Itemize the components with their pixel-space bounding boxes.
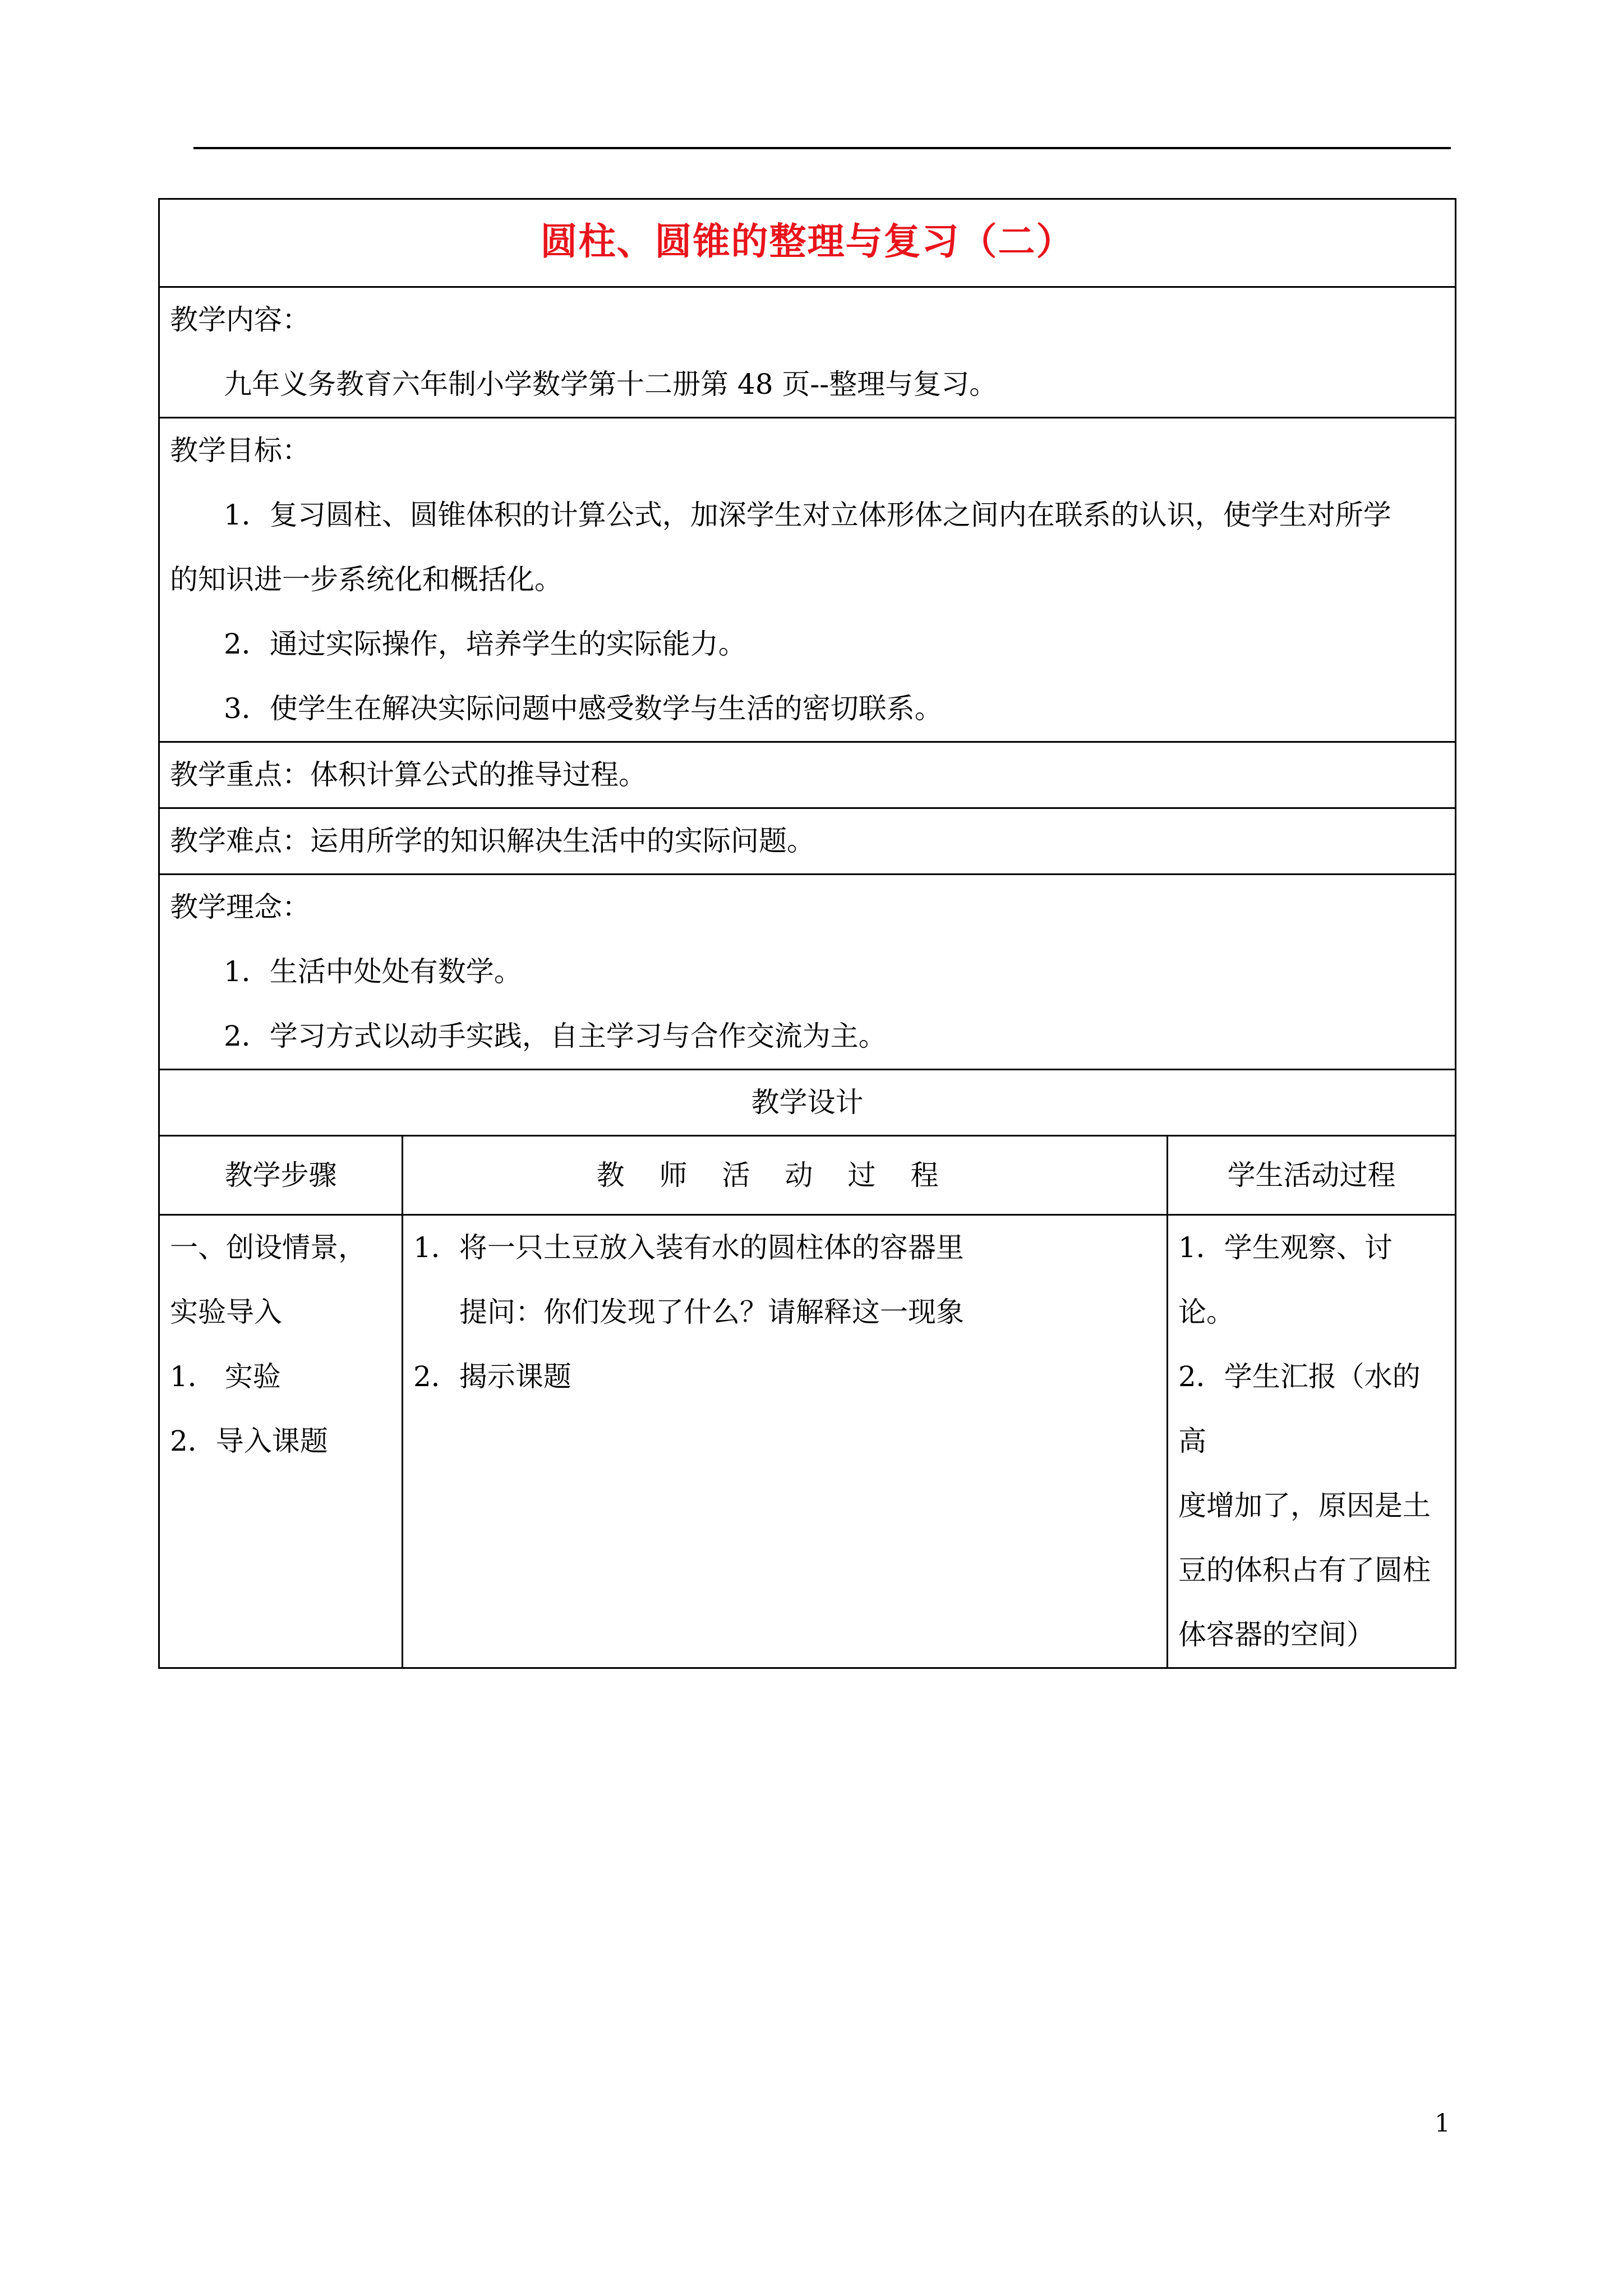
objective-item: 1．复习圆柱、圆锥体积的计算公式，加深学生对立体形体之间内在联系的认识，使学生对所学 (224, 499, 1391, 531)
philosophy-item: 1．生活中处处有数学。 (224, 955, 522, 988)
objective-item: 3．使学生在解决实际问题中感受数学与生活的密切联系。 (224, 692, 943, 725)
content-cell (159, 287, 1456, 418)
teacher-line: 1．将一只土豆放入装有水的圆柱体的容器里 (413, 1231, 964, 1264)
student-line: 豆的体积占有了圆柱 (1178, 1554, 1431, 1586)
student-line: 体容器的空间） (1178, 1618, 1375, 1651)
column-header-teacher (403, 1136, 1168, 1215)
teacher-line: 提问：你们发现了什么？请解释这一现象 (459, 1296, 964, 1328)
philosophy-item: 2．学习方式以动手实践，自主学习与合作交流为主。 (224, 1020, 887, 1052)
column-header-steps: 教学步骤 (159, 1136, 403, 1215)
objectives-cell (159, 418, 1456, 742)
objectives-label: 教学目标： (170, 434, 310, 467)
student-cell (1168, 1215, 1456, 1668)
step-line: 一、创设情景， (170, 1231, 366, 1264)
student-line: 1．学生观察、讨论。 (1178, 1231, 1393, 1328)
philosophy-row (159, 875, 1456, 1070)
content-row (159, 287, 1456, 418)
step-line: 实验导入 (170, 1296, 282, 1328)
objective-item: 的知识进一步系统化和概括化。 (170, 563, 562, 596)
page-title: 圆柱、圆锥的整理与复习（二） (540, 219, 1075, 263)
difficulty-row (159, 808, 1456, 875)
title-row (159, 199, 1456, 287)
step-cell (159, 1215, 403, 1668)
objectives-row (159, 418, 1456, 742)
key-point: 教学重点：体积计算公式的推导过程。 (159, 742, 1456, 808)
student-line: 度增加了，原因是土 (1178, 1489, 1431, 1522)
column-header-row (159, 1136, 1456, 1215)
lesson-plan-table (158, 198, 1456, 1669)
step-row (159, 1215, 1456, 1668)
design-header-row (159, 1070, 1456, 1136)
key-point-row (159, 742, 1456, 808)
page-number: 1 (1435, 2109, 1450, 2138)
column-header-student: 学生活动过程 (1168, 1136, 1456, 1215)
teacher-line: 2．揭示课题 (413, 1360, 571, 1393)
objective-item: 2．通过实际操作，培养学生的实际能力。 (224, 628, 746, 660)
difficulty: 教学难点：运用所学的知识解决生活中的实际问题。 (159, 808, 1456, 875)
content-label: 教学内容： (170, 303, 310, 336)
content-text: 九年义务教育六年制小学数学第十二册第 48 页--整理与复习。 (224, 368, 998, 401)
student-line: 2．学生汇报（水的高 (1178, 1360, 1421, 1457)
teacher-cell (403, 1215, 1168, 1668)
step-line: 1． 实验 (170, 1360, 281, 1393)
title-cell (159, 199, 1456, 287)
column-header-teacher-label: 教师活动过程 (596, 1158, 974, 1191)
philosophy-label: 教学理念： (170, 891, 310, 923)
step-line: 2．导入课题 (170, 1425, 328, 1457)
philosophy-cell (159, 875, 1456, 1070)
design-header: 教学设计 (159, 1070, 1456, 1136)
header-rule (193, 147, 1451, 149)
